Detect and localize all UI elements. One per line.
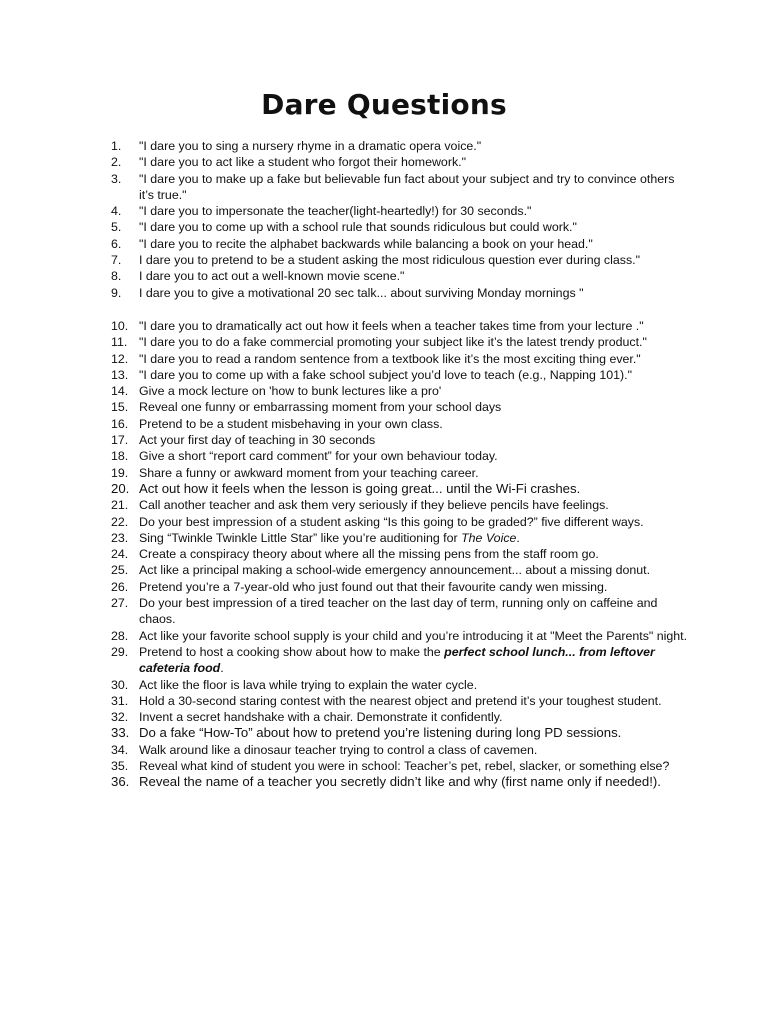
item-text: Do a fake “How-To” about how to pretend you’re listening during long PD sessions.: [139, 725, 622, 741]
item-number: 19.: [111, 465, 129, 480]
item-number: 29.: [111, 644, 129, 659]
item-text: Walk around like a dinosaur teacher trying to control a class of cavemen.: [139, 742, 538, 757]
list-item: [111, 644, 691, 677]
item-number: 13.: [111, 367, 129, 382]
item-number: 25.: [111, 563, 129, 578]
item-number: 28.: [111, 628, 129, 643]
list-item: [111, 448, 691, 464]
list-item: [111, 465, 691, 481]
item-text: Pretend to host a cooking show about how to make the: [139, 644, 445, 659]
item-text: Do your best impression of a tired teacher on the last day of term, running only on caffeine and chaos.: [139, 596, 658, 627]
list-item: [111, 236, 691, 252]
list-item: [111, 481, 691, 497]
item-text: Act like a principal making a school-wide emergency announcement... about a missing donut.: [139, 563, 651, 578]
item-number: 18.: [111, 449, 129, 464]
item-text-end: .: [220, 661, 224, 676]
item-text: "I dare you to recite the alphabet backwards while balancing a book on your head.": [139, 236, 593, 251]
list-item: [111, 546, 691, 562]
list-item: [111, 351, 691, 367]
item-text: "I dare you to act like a student who forgot their homework.": [139, 155, 466, 170]
list-item: [111, 693, 691, 709]
item-number: 5.: [111, 220, 122, 235]
item-text: Sing “Twinkle Twinkle Little Star” like you’re auditioning for: [139, 530, 462, 545]
item-number: 9.: [111, 285, 122, 300]
item-number: 30.: [111, 677, 129, 692]
item-number: 20.: [111, 480, 130, 496]
item-text: "I dare you to come up with a fake school subject you’d love to teach (e.g., Napping 101).": [139, 367, 633, 382]
page-title: Dare Questions: [261, 88, 507, 121]
item-text: "I dare you to impersonate the teacher(light-heartedly!) for 30 seconds.": [139, 204, 532, 219]
list-item: [111, 171, 691, 204]
item-text: Give a mock lecture on 'how to bunk lectures like a pro': [139, 384, 442, 399]
item-text: Act your first day of teaching in 30 seconds: [139, 433, 376, 448]
item-number: 16.: [111, 416, 129, 431]
list-item: [111, 530, 691, 546]
item-number: 12.: [111, 351, 129, 366]
item-number: 8.: [111, 269, 122, 284]
item-number: 34.: [111, 742, 129, 757]
item-number: 27.: [111, 596, 129, 611]
item-text: Pretend to be a student misbehaving in your own class.: [139, 416, 443, 431]
item-text: "I dare you to dramatically act out how it feels when a teacher takes time from your lecture .": [139, 318, 644, 333]
item-text: Reveal one funny or embarrassing moment from your school days: [139, 400, 502, 415]
item-text: Reveal the name of a teacher you secretly didn’t like and why (first name only if needed!).: [139, 774, 661, 790]
item-number: 6.: [111, 236, 122, 251]
list-item: [111, 579, 691, 595]
item-number: 21.: [111, 498, 129, 513]
item-number: 3.: [111, 171, 122, 186]
list-item: [111, 219, 691, 235]
list-item: [111, 416, 691, 432]
item-number: 23.: [111, 530, 129, 545]
item-text-end: .: [516, 530, 520, 545]
list-item: [111, 497, 691, 513]
list-item: [111, 154, 691, 170]
item-text: "I dare you to do a fake commercial promoting your subject like it’s the latest trendy product.": [139, 335, 647, 350]
item-number: 22.: [111, 514, 129, 529]
item-text: "I dare you to come up with a school rule that sounds ridiculous but could work.": [139, 220, 577, 235]
item-number: 4.: [111, 204, 122, 219]
item-text: Call another teacher and ask them very seriously if they believe pencils have feelings.: [139, 498, 609, 513]
item-text: Act like your favorite school supply is your child and you’re introducing it at "Meet the Parents" night.: [139, 628, 688, 643]
list-item: [111, 399, 691, 415]
item-text: Reveal what kind of student you were in school: Teacher’s pet, rebel, slacker, or something else?: [139, 758, 670, 773]
list-item: [111, 334, 691, 350]
item-emphasis: perfect school lunch... from leftover cafeteria food: [139, 644, 655, 676]
list-item: [111, 514, 691, 530]
list-item: [111, 367, 691, 383]
item-text: I dare you to pretend to be a student asking the most ridiculous question ever during class.": [139, 253, 641, 268]
list-item: [111, 203, 691, 219]
list-item: [111, 432, 691, 448]
list-item: [111, 709, 691, 725]
list-item: [111, 595, 691, 628]
list-item: [111, 318, 691, 334]
list-item: [111, 268, 691, 284]
item-number: 24.: [111, 547, 129, 562]
item-number: 17.: [111, 433, 129, 448]
list-item: [111, 285, 691, 301]
list-item: [111, 725, 691, 741]
item-number: 10.: [111, 318, 129, 333]
item-number: 7.: [111, 253, 122, 268]
item-text: Give a short “report card comment” for your own behaviour today.: [139, 449, 498, 464]
item-text: I dare you to act out a well-known movie scene.": [139, 269, 405, 284]
dare-list: [111, 138, 691, 791]
item-text: Pretend you’re a 7-year-old who just found out that their favourite candy wen missing.: [139, 579, 608, 594]
item-text: I dare you to give a motivational 20 sec talk... about surviving Monday mornings ": [139, 285, 584, 300]
item-number: 36.: [111, 774, 130, 790]
item-number: 2.: [111, 155, 122, 170]
item-text: Invent a secret handshake with a chair. Demonstrate it confidently.: [139, 710, 503, 725]
item-text: Act like the floor is lava while trying to explain the water cycle.: [139, 677, 478, 692]
list-item: [111, 742, 691, 758]
item-number: 33.: [111, 725, 130, 741]
list-item: [111, 562, 691, 578]
item-text: "I dare you to sing a nursery rhyme in a dramatic opera voice.": [139, 139, 482, 153]
item-number: 1.: [111, 139, 122, 153]
list-item: [111, 252, 691, 268]
item-number: 15.: [111, 400, 129, 415]
item-text: "I dare you to read a random sentence from a textbook like it’s the most exciting thing ever.": [139, 351, 641, 366]
item-emphasis: The Voice: [461, 530, 517, 545]
item-number: 35.: [111, 758, 129, 773]
item-text: Create a conspiracy theory about where all the missing pens from the staff room go.: [139, 547, 599, 562]
list-item: [111, 383, 691, 399]
item-number: 14.: [111, 384, 129, 399]
item-number: 32.: [111, 710, 129, 725]
item-number: 11.: [111, 335, 128, 350]
list-item: [111, 628, 691, 644]
item-text: Act out how it feels when the lesson is going great... until the Wi-Fi crashes.: [139, 480, 581, 496]
item-text: "I dare you to make up a fake but believable fun fact about your subject and try to convince others it’s true.": [139, 171, 675, 202]
item-number: 26.: [111, 579, 129, 594]
item-number: 31.: [111, 693, 129, 708]
list-item: [111, 758, 691, 774]
list-item: [111, 677, 691, 693]
list-item: [111, 774, 691, 790]
item-text: Share a funny or awkward moment from your teaching career.: [139, 465, 479, 480]
item-text: Do your best impression of a student asking “Is this going to be graded?” five different ways.: [139, 514, 644, 529]
list-item: [111, 138, 691, 154]
item-text: Hold a 30-second staring contest with the nearest object and pretend it’s your toughest student.: [139, 693, 662, 708]
